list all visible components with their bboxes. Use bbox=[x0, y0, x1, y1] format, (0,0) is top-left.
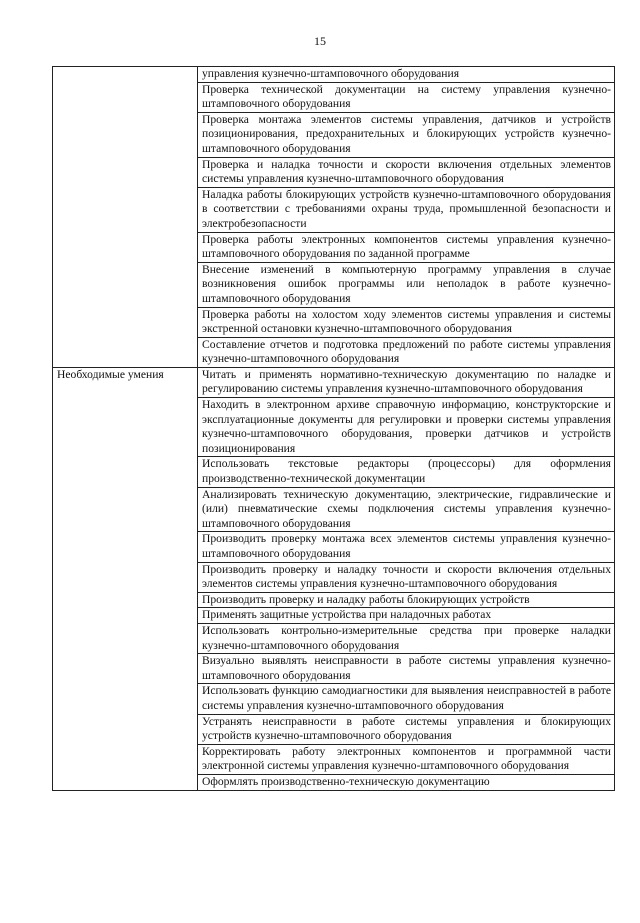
table-cell: Проверка и наладка точности и скорости включения отдельных элементов системы управления кузнечно-штамповочного оборудования bbox=[198, 157, 615, 187]
table-cell: Производить проверку и наладку работы блокирующих устройств bbox=[198, 592, 615, 608]
requirements-table bbox=[52, 66, 615, 791]
row-group-label bbox=[53, 67, 198, 368]
row-group-label: Необходимые умения bbox=[53, 367, 198, 790]
table-cell: Производить проверку и наладку точности и скорости включения отдельных элементов системы управления кузнечно-штамповочного оборудования bbox=[198, 562, 615, 592]
table-cell: Составление отчетов и подготовка предложений по работе системы управления кузнечно-штамповочного оборудования bbox=[198, 337, 615, 367]
table-cell: управления кузнечно-штамповочного оборудования bbox=[198, 67, 615, 83]
table-cell: Использовать функцию самодиагностики для выявления неисправностей в работе системы управления кузнечно-штамповочного оборудования bbox=[198, 684, 615, 714]
requirements-table-body bbox=[53, 67, 615, 791]
table-cell: Проверка монтажа элементов системы управления, датчиков и устройств позиционирования, предохранительных и блокирующих устройств кузнечно-штамповочного оборудования bbox=[198, 112, 615, 157]
table-cell: Корректировать работу электронных компонентов и программной части электронной системы управления кузнечно-штамповочного оборудования bbox=[198, 744, 615, 774]
page-number: 15 bbox=[314, 34, 326, 48]
table-cell: Находить в электронном архиве справочную информацию, конструкторские и эксплуатационные документы для регулировки и проверки системы управления кузнечно-штамповочного оборудования, проверки датчиков и устройств позиционирования bbox=[198, 398, 615, 457]
table-cell: Внесение изменений в компьютерную программу управления в случае возникновения ошибок программы или неполадок в работе кузнечно-штамповочного оборудования bbox=[198, 262, 615, 307]
table-cell: Использовать текстовые редакторы (процессоры) для оформления производственно-технической документации bbox=[198, 457, 615, 487]
table-row bbox=[53, 67, 615, 83]
table-cell: Применять защитные устройства при наладочных работах bbox=[198, 608, 615, 624]
table-row bbox=[53, 367, 615, 397]
table-cell: Визуально выявлять неисправности в работе системы управления кузнечно-штамповочного оборудования bbox=[198, 654, 615, 684]
table-cell: Устранять неисправности в работе системы управления и блокирующих устройств кузнечно-штамповочного оборудования bbox=[198, 714, 615, 744]
table-cell: Анализировать техническую документацию, электрические, гидравлические и (или) пневматические схемы подключения системы управления кузнечно-штамповочного оборудования bbox=[198, 487, 615, 532]
table-cell: Производить проверку монтажа всех элементов системы управления кузнечно-штамповочного оборудования bbox=[198, 532, 615, 562]
table-cell: Проверка работы на холостом ходу элементов системы управления и системы экстренной остановки кузнечно-штамповочного оборудования bbox=[198, 307, 615, 337]
table-cell: Проверка работы электронных компонентов системы управления кузнечно-штамповочного оборудования по заданной программе bbox=[198, 232, 615, 262]
table-cell: Наладка работы блокирующих устройств кузнечно-штамповочного оборудования в соответствии с требованиями охраны труда, промышленной безопасности и электробезопасности bbox=[198, 187, 615, 232]
table-cell: Проверка технической документации на систему управления кузнечно-штамповочного оборудования bbox=[198, 82, 615, 112]
table-cell: Использовать контрольно-измерительные средства при проверке наладки кузнечно-штамповочного оборудования bbox=[198, 623, 615, 653]
table-cell: Оформлять производственно-техническую документацию bbox=[198, 774, 615, 790]
table-cell: Читать и применять нормативно-техническую документацию по наладке и регулированию системы управления кузнечно-штамповочного оборудования bbox=[198, 367, 615, 397]
